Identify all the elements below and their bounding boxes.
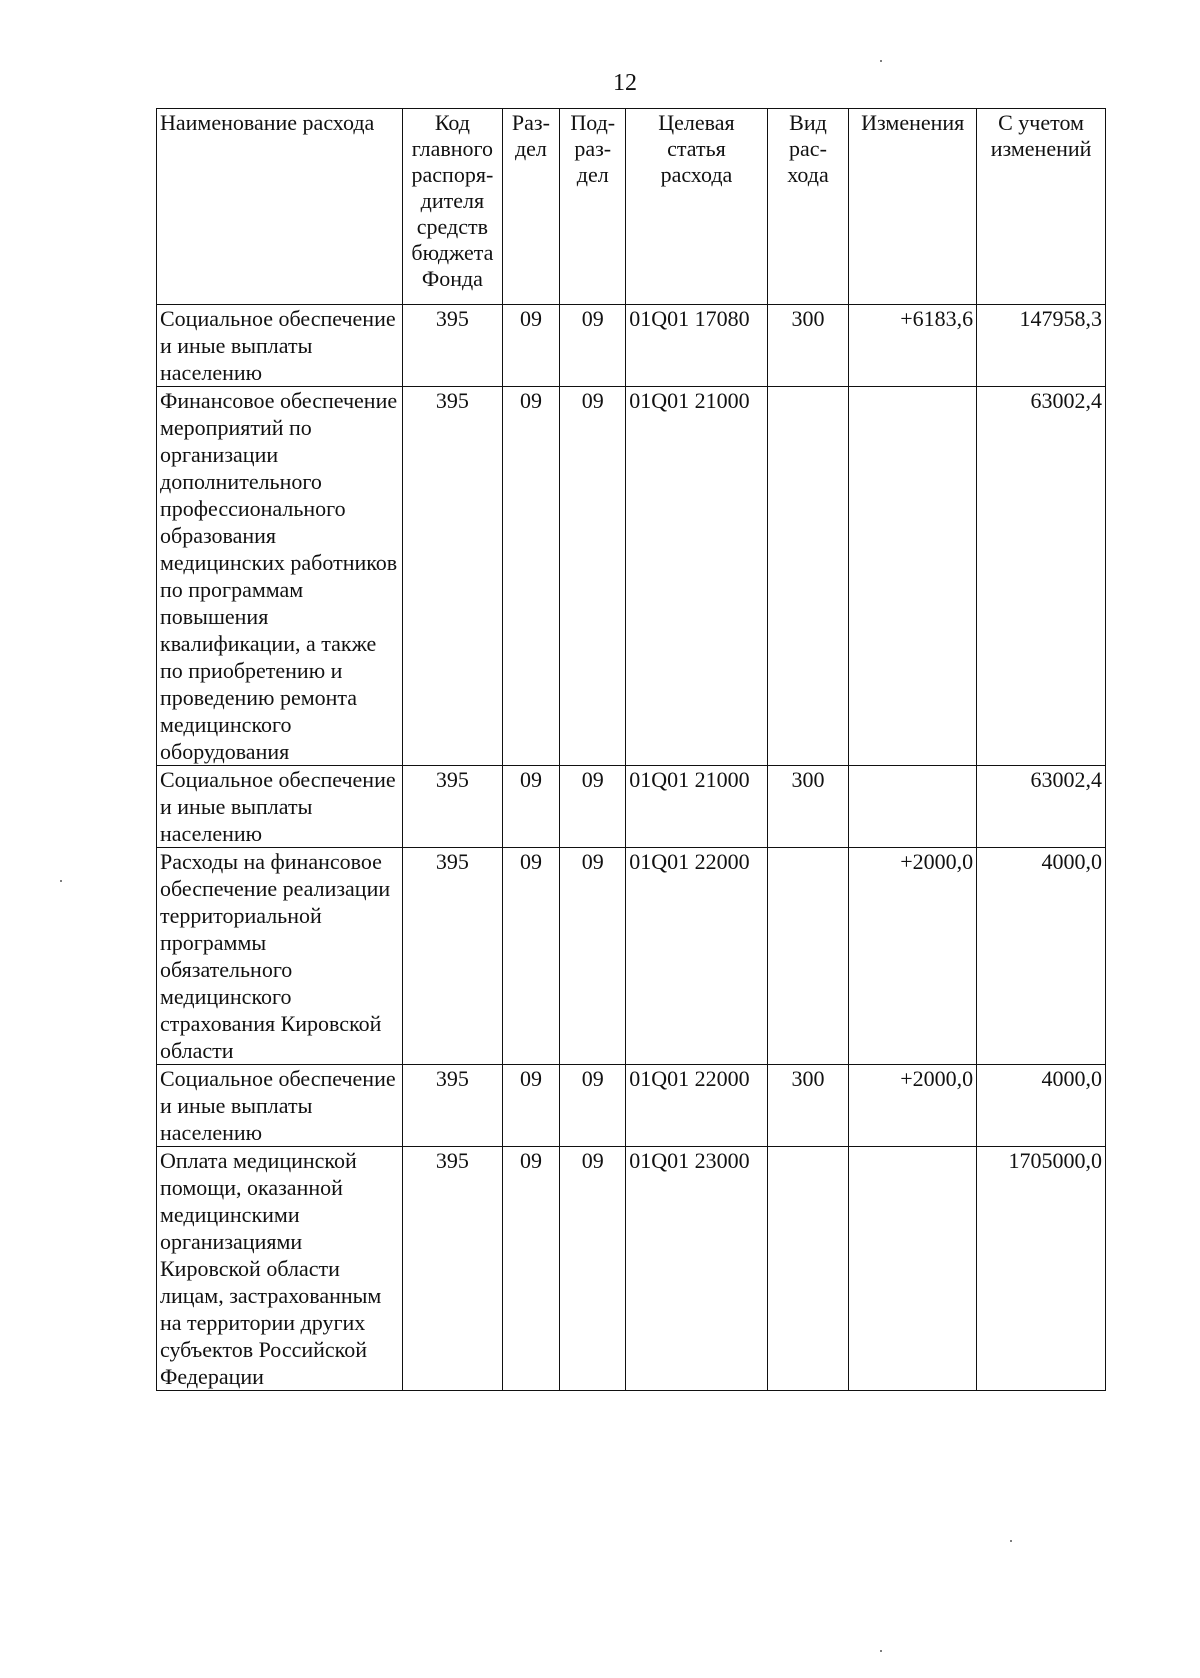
cell-name: Расходы на финансовое обеспечение реализации территориальной программы обязательного медицинского страхования Кировской области <box>157 848 403 1065</box>
table-row <box>157 305 1106 387</box>
header-section: Раз- дел <box>502 109 560 305</box>
cell-target: 01Q01 23000 <box>626 1147 767 1391</box>
cell-change: +6183,6 <box>849 305 977 387</box>
cell-code: 395 <box>403 387 503 766</box>
header-type: Вид рас- хода <box>767 109 849 305</box>
cell-type <box>767 1147 849 1391</box>
scan-speck <box>880 60 882 62</box>
header-code: Код главного распоря- дителя средств бюджета Фонда <box>403 109 503 305</box>
cell-name: Оплата медицинской помощи, оказанной медицинскими организациями Кировской области лицам, застрахованным на территории других субъектов Российской Федерации <box>157 1147 403 1391</box>
cell-target: 01Q01 22000 <box>626 1065 767 1147</box>
cell-section: 09 <box>502 387 560 766</box>
page-number: 12 <box>613 70 637 96</box>
cell-subsection: 09 <box>560 1147 626 1391</box>
scan-speck <box>60 880 62 882</box>
cell-subsection: 09 <box>560 848 626 1065</box>
cell-total: 63002,4 <box>977 387 1106 766</box>
table-row <box>157 766 1106 848</box>
cell-name: Социальное обеспечение и иные выплаты населению <box>157 1065 403 1147</box>
cell-change <box>849 1147 977 1391</box>
cell-type: 300 <box>767 1065 849 1147</box>
cell-code: 395 <box>403 1147 503 1391</box>
table-row <box>157 387 1106 766</box>
scan-speck <box>1010 1540 1012 1542</box>
cell-change <box>849 766 977 848</box>
cell-section: 09 <box>502 1065 560 1147</box>
cell-section: 09 <box>502 848 560 1065</box>
cell-section: 09 <box>502 305 560 387</box>
header-target: Целевая статья расхода <box>626 109 767 305</box>
header-row <box>157 109 1106 305</box>
cell-total: 1705000,0 <box>977 1147 1106 1391</box>
cell-code: 395 <box>403 1065 503 1147</box>
expense-table <box>156 108 1106 1391</box>
cell-change <box>849 387 977 766</box>
cell-name: Социальное обеспечение и иные выплаты населению <box>157 766 403 848</box>
scan-speck <box>880 1650 882 1652</box>
cell-target: 01Q01 21000 <box>626 766 767 848</box>
header-total: С учетом изменений <box>977 109 1106 305</box>
cell-section: 09 <box>502 766 560 848</box>
cell-name: Финансовое обеспечение мероприятий по организации дополнительного профессионального образования медицинских работников по программам повышения квалификации, а также по приобретению и проведению ремонта медицинского оборудования <box>157 387 403 766</box>
cell-target: 01Q01 22000 <box>626 848 767 1065</box>
table-row <box>157 848 1106 1065</box>
cell-type: 300 <box>767 305 849 387</box>
cell-subsection: 09 <box>560 766 626 848</box>
cell-code: 395 <box>403 766 503 848</box>
cell-type: 300 <box>767 766 849 848</box>
header-name: Наименование расхода <box>157 109 403 305</box>
cell-target: 01Q01 21000 <box>626 387 767 766</box>
cell-target: 01Q01 17080 <box>626 305 767 387</box>
cell-subsection: 09 <box>560 387 626 766</box>
cell-change: +2000,0 <box>849 1065 977 1147</box>
table-row <box>157 1065 1106 1147</box>
cell-code: 395 <box>403 305 503 387</box>
header-change: Изменения <box>849 109 977 305</box>
cell-total: 63002,4 <box>977 766 1106 848</box>
cell-code: 395 <box>403 848 503 1065</box>
cell-total: 4000,0 <box>977 1065 1106 1147</box>
cell-total: 147958,3 <box>977 305 1106 387</box>
header-subsection: Под- раз- дел <box>560 109 626 305</box>
cell-total: 4000,0 <box>977 848 1106 1065</box>
cell-type <box>767 848 849 1065</box>
cell-type <box>767 387 849 766</box>
cell-change: +2000,0 <box>849 848 977 1065</box>
cell-subsection: 09 <box>560 1065 626 1147</box>
cell-subsection: 09 <box>560 305 626 387</box>
table-row <box>157 1147 1106 1391</box>
cell-section: 09 <box>502 1147 560 1391</box>
cell-name: Социальное обеспечение и иные выплаты населению <box>157 305 403 387</box>
